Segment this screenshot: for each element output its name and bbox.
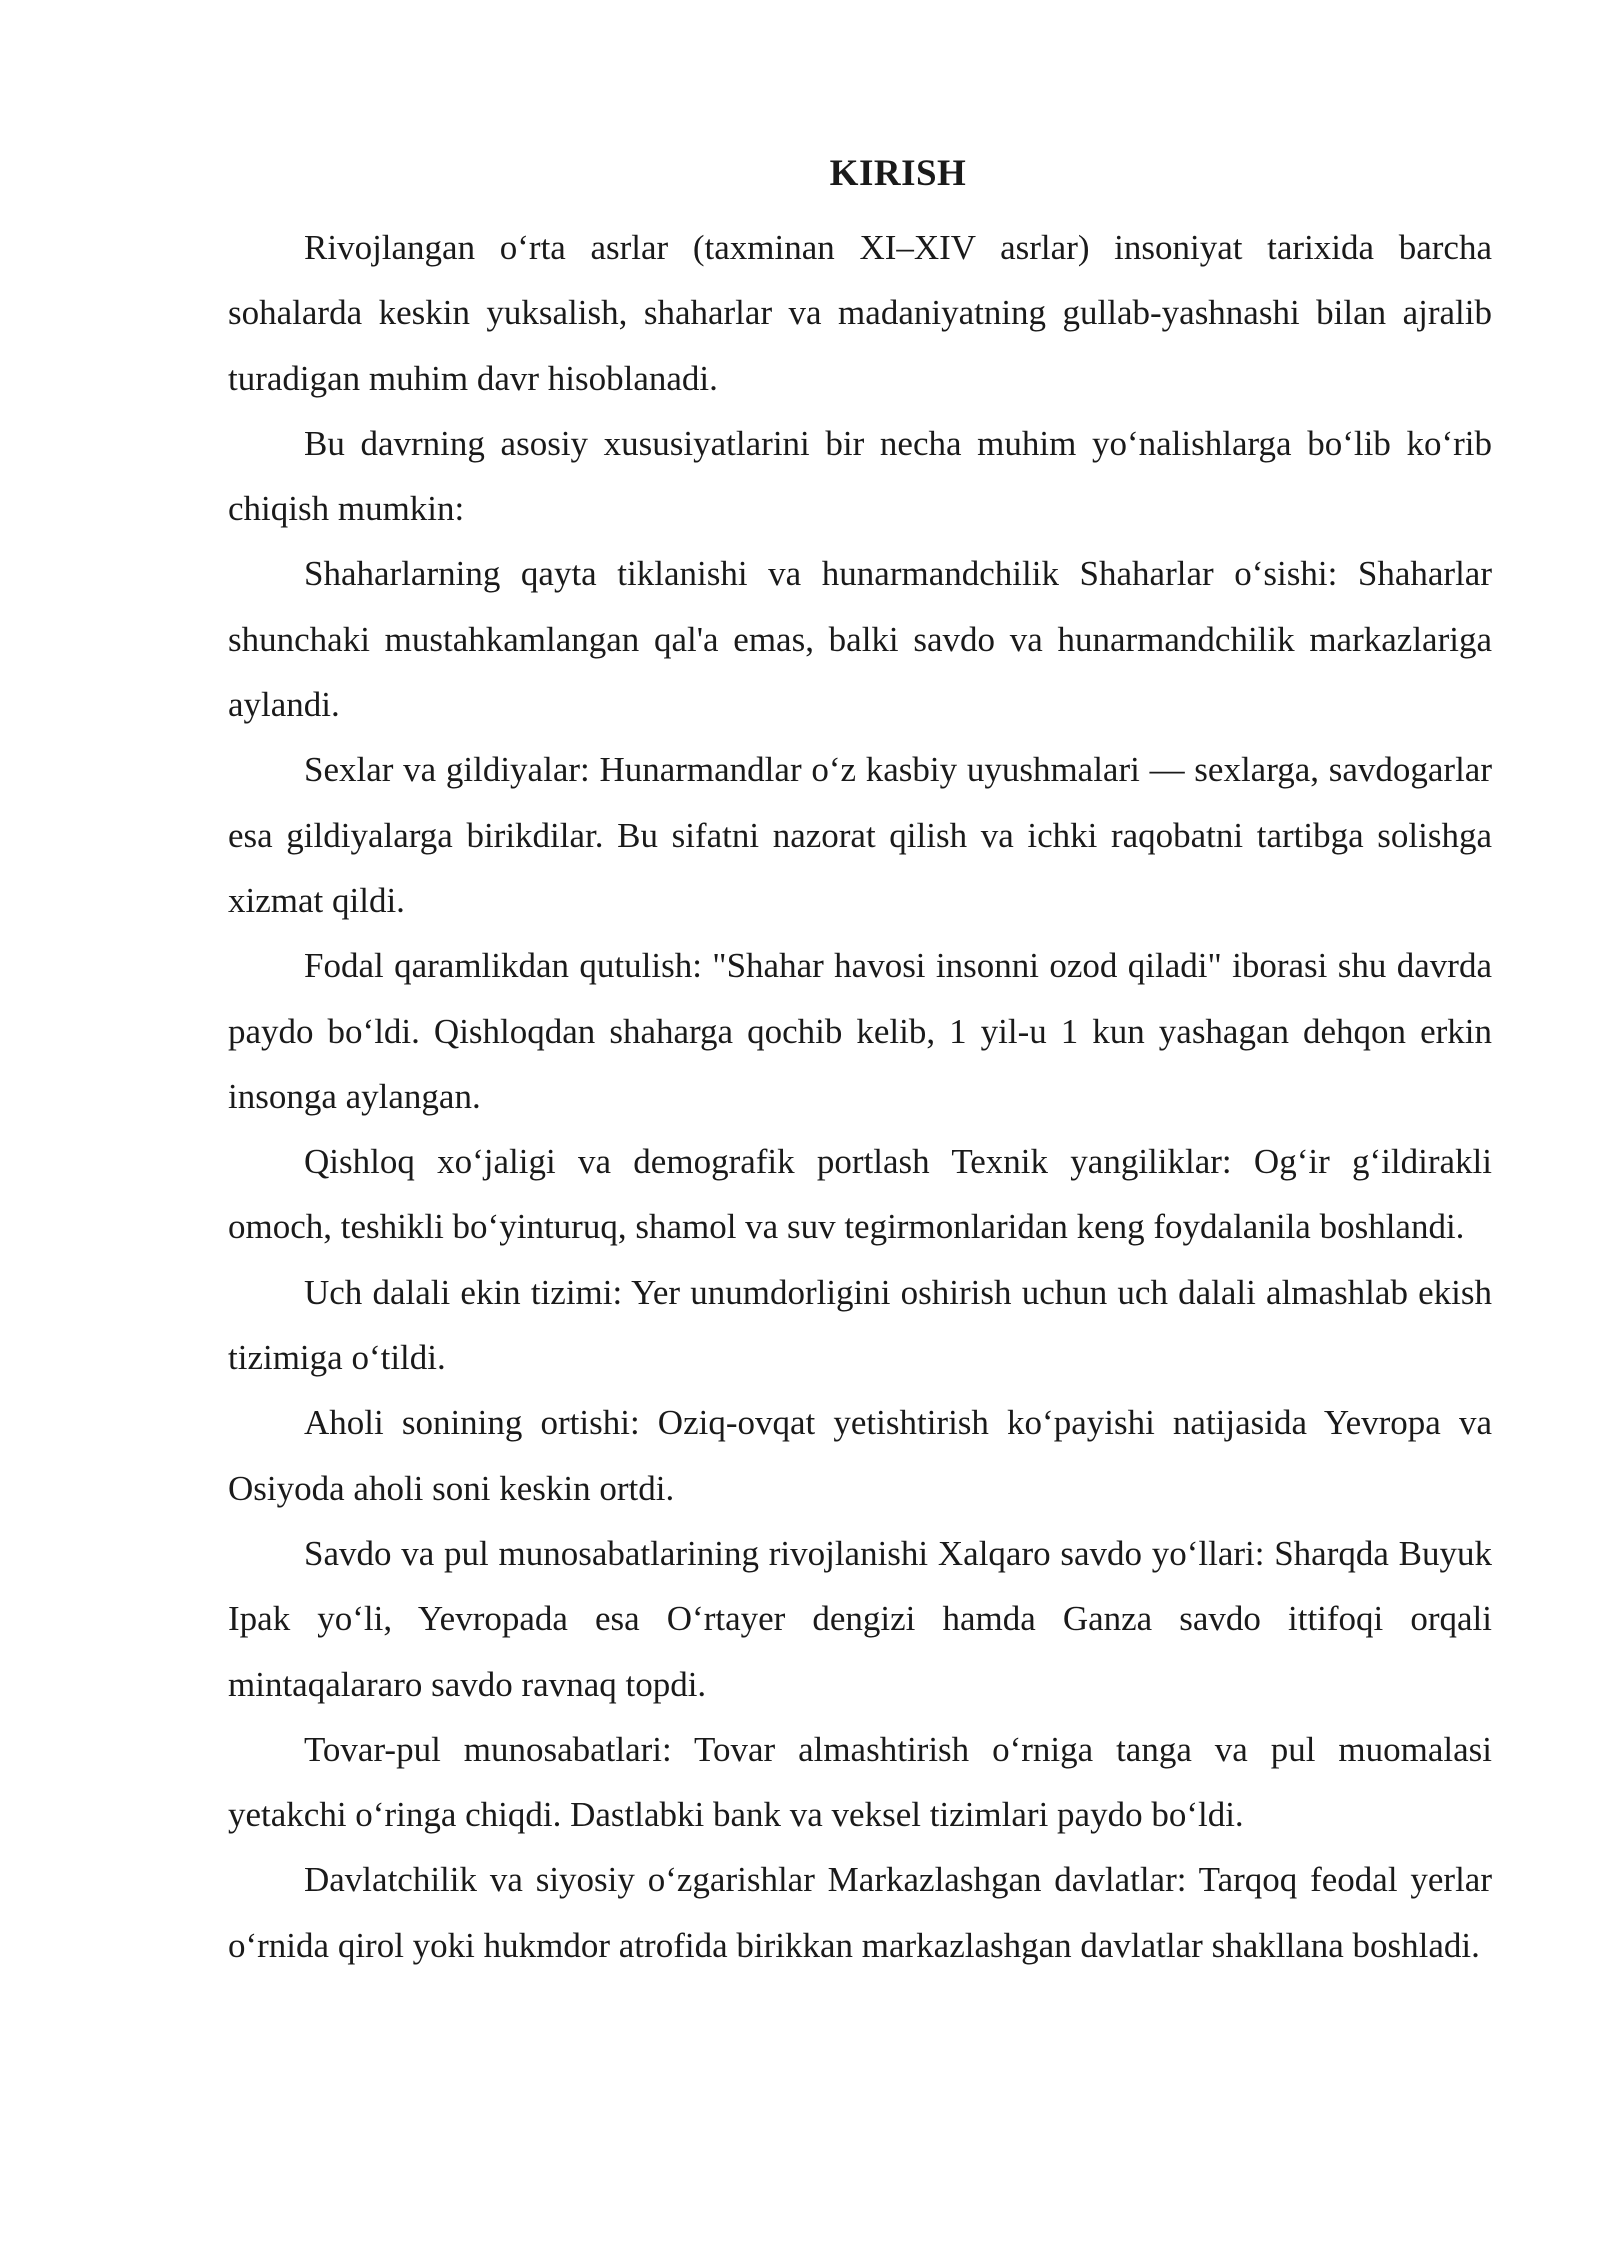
paragraph: Sexlar va gildiyalar: Hunarmandlar o‘z kasbiy uyushmalari — sexlarga, savdogarlar esa gildiyalarga birikdilar. Bu sifatni nazorat qilish va ichki raqobatni tartibga solishga xizmat qildi. <box>228 750 1492 920</box>
paragraph: Fodal qaramlikdan qutulish: "Shahar havosi insonni ozod qiladi" iborasi shu davrda paydo bo‘ldi. Qishloqdan shaharga qochib kelib, 1 yil-u 1 kun yashagan dehqon erkin insonga aylangan. <box>228 946 1492 1116</box>
document-title: KIRISH <box>829 153 967 194</box>
document-page <box>228 150 1492 1978</box>
paragraph: Bu davrning asosiy xususiyatlarini bir necha muhim yo‘nalishlarga bo‘lib ko‘rib chiqish mumkin: <box>228 423 1492 529</box>
paragraph: Tovar-pul munosabatlari: Tovar almashtirish o‘rniga tanga va pul muomalasi yetakchi o‘ringa chiqdi. Dastlabki bank va veksel tizimlari paydo bo‘ldi. <box>228 1729 1492 1835</box>
paragraph: Shaharlarning qayta tiklanishi va hunarmandchilik Shaharlar o‘sishi: Shaharlar shunchaki mustahkamlangan qal'a emas, balki savdo va hunarmandchilik markazlariga aylandi. <box>228 554 1492 725</box>
paragraph: Davlatchilik va siyosiy o‘zgarishlar Markazlashgan davlatlar: Tarqoq feodal yerlar o‘rnida qirol yoki hukmdor atrofida birikkan markazlashgan davlatlar shakllana boshladi. <box>228 1860 1492 1965</box>
paragraph: Uch dalali ekin tizimi: Yer unumdorligini oshirish uchun uch dalali almashlab ekish tizimiga o‘tildi. <box>228 1272 1492 1378</box>
paragraph: Savdo va pul munosabatlarining rivojlanishi Xalqaro savdo yo‘llari: Sharqda Buyuk Ipak yo‘li, Yevropada esa O‘rtayer dengizi hamda Ganza savdo ittifoqi orqali mintaqalararo savdo ravnaq topdi. <box>228 1533 1492 1704</box>
paragraph: Rivojlangan o‘rta asrlar (taxminan XI–XIV asrlar) insoniyat tarixida barcha sohalarda keskin yuksalish, shaharlar va madaniyatning gullab-yashnashi bilan ajralib turadigan muhim davr hisoblanadi. <box>228 228 1492 398</box>
paragraph: Qishloq xo‘jaligi va demografik portlash Texnik yangiliklar: Og‘ir g‘ildirakli omoch, teshikli bo‘yinturuq, shamol va suv tegirmonlaridan keng foydalanila boshlandi. <box>228 1142 1492 1247</box>
paragraph: Aholi sonining ortishi: Oziq-ovqat yetishtirish ko‘payishi natijasida Yevropa va Osiyoda aholi soni keskin ortdi. <box>228 1403 1492 1508</box>
